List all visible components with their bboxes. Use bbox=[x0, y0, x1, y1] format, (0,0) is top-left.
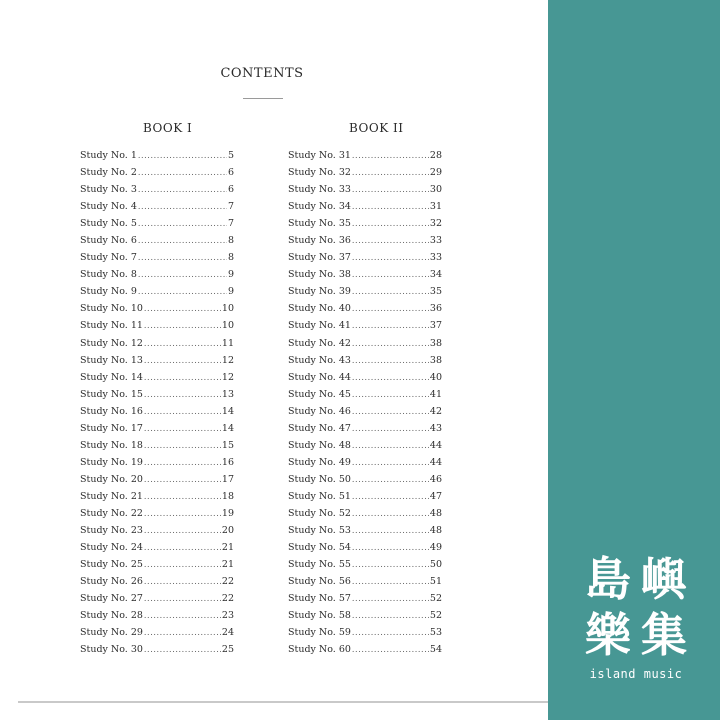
dot-leader bbox=[138, 168, 227, 177]
entry-page-number: 14 bbox=[221, 422, 234, 434]
entry-title: Study No. 53 bbox=[288, 525, 351, 537]
toc-entry bbox=[80, 491, 234, 508]
entry-title: Study No. 16 bbox=[80, 405, 143, 417]
dot-leader bbox=[144, 543, 221, 552]
dot-leader bbox=[352, 526, 429, 535]
entry-title: Study No. 41 bbox=[288, 320, 351, 332]
toc-entry bbox=[80, 406, 234, 423]
toc-entry bbox=[80, 372, 234, 389]
island-music-logo bbox=[580, 551, 692, 681]
toc-entry bbox=[80, 184, 234, 201]
dot-leader bbox=[144, 407, 221, 416]
entry-title: Study No. 45 bbox=[288, 388, 351, 400]
entry-title: Study No. 29 bbox=[80, 627, 143, 639]
dot-leader bbox=[352, 645, 429, 654]
entry-title: Study No. 36 bbox=[288, 235, 351, 247]
logo-glyph: 集 bbox=[641, 608, 687, 662]
dot-leader bbox=[144, 304, 221, 313]
entry-page-number: 20 bbox=[221, 525, 234, 537]
entry-title: Study No. 24 bbox=[80, 542, 143, 554]
dot-leader bbox=[352, 424, 429, 433]
entry-title: Study No. 5 bbox=[80, 218, 137, 230]
entry-title: Study No. 44 bbox=[288, 371, 351, 383]
book-1-heading: BOOK I bbox=[143, 121, 193, 135]
entry-title: Study No. 2 bbox=[80, 167, 137, 179]
dot-leader bbox=[352, 509, 429, 518]
entry-title: Study No. 48 bbox=[288, 439, 351, 451]
dot-leader bbox=[352, 219, 429, 228]
page-title: CONTENTS bbox=[220, 66, 304, 81]
dot-leader bbox=[352, 492, 429, 501]
toc-entry bbox=[288, 423, 442, 440]
toc-entry bbox=[80, 576, 234, 593]
entry-title: Study No. 3 bbox=[80, 184, 137, 196]
book-2-entries bbox=[288, 150, 442, 661]
entry-title: Study No. 51 bbox=[288, 490, 351, 502]
toc-entry bbox=[80, 167, 234, 184]
entry-page-number: 11 bbox=[221, 337, 234, 349]
entry-page-number: 50 bbox=[429, 559, 442, 571]
toc-entry bbox=[288, 269, 442, 286]
toc-entry bbox=[288, 235, 442, 252]
entry-title: Study No. 35 bbox=[288, 218, 351, 230]
dot-leader bbox=[144, 594, 221, 603]
dot-leader bbox=[352, 373, 429, 382]
dot-leader bbox=[352, 407, 429, 416]
page-bottom-edge bbox=[18, 701, 548, 703]
entry-page-number: 51 bbox=[429, 576, 442, 588]
entry-title: Study No. 12 bbox=[80, 337, 143, 349]
entry-page-number: 9 bbox=[227, 269, 234, 281]
entry-title: Study No. 49 bbox=[288, 456, 351, 468]
entry-page-number: 21 bbox=[221, 559, 234, 571]
entry-page-number: 10 bbox=[221, 320, 234, 332]
dot-leader bbox=[352, 253, 429, 262]
dot-leader bbox=[144, 560, 221, 569]
entry-page-number: 38 bbox=[429, 354, 442, 366]
dot-leader bbox=[138, 253, 227, 262]
toc-entry bbox=[288, 303, 442, 320]
entry-page-number: 42 bbox=[429, 405, 442, 417]
entry-page-number: 10 bbox=[221, 303, 234, 315]
toc-entry bbox=[80, 286, 234, 303]
toc-entry bbox=[80, 201, 234, 218]
entry-title: Study No. 50 bbox=[288, 473, 351, 485]
entry-page-number: 33 bbox=[429, 252, 442, 264]
dot-leader bbox=[352, 356, 429, 365]
title-divider bbox=[243, 98, 283, 99]
entry-page-number: 43 bbox=[429, 422, 442, 434]
entry-title: Study No. 42 bbox=[288, 337, 351, 349]
entry-title: Study No. 52 bbox=[288, 507, 351, 519]
entry-title: Study No. 54 bbox=[288, 542, 351, 554]
dot-leader bbox=[138, 151, 227, 160]
entry-page-number: 18 bbox=[221, 490, 234, 502]
toc-entry bbox=[80, 303, 234, 320]
entry-page-number: 22 bbox=[221, 576, 234, 588]
dot-leader bbox=[144, 390, 221, 399]
toc-entry bbox=[80, 627, 234, 644]
toc-entry bbox=[80, 593, 234, 610]
dot-leader bbox=[144, 509, 221, 518]
entry-title: Study No. 34 bbox=[288, 201, 351, 213]
toc-entry bbox=[80, 457, 234, 474]
entry-page-number: 52 bbox=[429, 593, 442, 605]
entry-title: Study No. 14 bbox=[80, 371, 143, 383]
toc-entry bbox=[288, 286, 442, 303]
toc-entry bbox=[288, 474, 442, 491]
toc-entry bbox=[288, 593, 442, 610]
dot-leader bbox=[144, 611, 221, 620]
entry-page-number: 44 bbox=[429, 439, 442, 451]
toc-entry bbox=[288, 542, 442, 559]
book-1-entries bbox=[80, 150, 234, 661]
entry-title: Study No. 58 bbox=[288, 610, 351, 622]
dot-leader bbox=[352, 151, 429, 160]
toc-entry bbox=[80, 389, 234, 406]
toc-entry bbox=[288, 338, 442, 355]
entry-title: Study No. 8 bbox=[80, 269, 137, 281]
entry-title: Study No. 20 bbox=[80, 473, 143, 485]
entry-page-number: 7 bbox=[227, 218, 234, 230]
entry-title: Study No. 7 bbox=[80, 252, 137, 264]
toc-entry bbox=[288, 372, 442, 389]
entry-title: Study No. 39 bbox=[288, 286, 351, 298]
toc-entry bbox=[80, 559, 234, 576]
dot-leader bbox=[144, 645, 221, 654]
dot-leader bbox=[352, 560, 429, 569]
toc-entry bbox=[80, 525, 234, 542]
toc-entry bbox=[288, 440, 442, 457]
entry-title: Study No. 6 bbox=[80, 235, 137, 247]
entry-title: Study No. 18 bbox=[80, 439, 143, 451]
toc-entry bbox=[80, 338, 234, 355]
logo-glyph: 島 bbox=[585, 552, 631, 606]
toc-entry bbox=[288, 576, 442, 593]
entry-title: Study No. 55 bbox=[288, 559, 351, 571]
logo-glyphs bbox=[580, 551, 692, 663]
dot-leader bbox=[352, 475, 429, 484]
toc-entry bbox=[288, 218, 442, 235]
toc-entry bbox=[288, 184, 442, 201]
entry-page-number: 33 bbox=[429, 235, 442, 247]
toc-entry bbox=[80, 269, 234, 286]
toc-entry bbox=[80, 252, 234, 269]
entry-page-number: 32 bbox=[429, 218, 442, 230]
entry-title: Study No. 22 bbox=[80, 507, 143, 519]
entry-title: Study No. 59 bbox=[288, 627, 351, 639]
entry-page-number: 40 bbox=[429, 371, 442, 383]
dot-leader bbox=[352, 543, 429, 552]
dot-leader bbox=[352, 390, 429, 399]
toc-entry bbox=[80, 218, 234, 235]
dot-leader bbox=[352, 628, 429, 637]
toc-entry bbox=[80, 474, 234, 491]
toc-entry bbox=[288, 167, 442, 184]
dot-leader bbox=[138, 185, 227, 194]
toc-entry bbox=[288, 389, 442, 406]
toc-entry bbox=[288, 201, 442, 218]
entry-title: Study No. 23 bbox=[80, 525, 143, 537]
entry-title: Study No. 33 bbox=[288, 184, 351, 196]
entry-page-number: 6 bbox=[227, 167, 234, 179]
dot-leader bbox=[144, 321, 221, 330]
entry-title: Study No. 10 bbox=[80, 303, 143, 315]
entry-page-number: 6 bbox=[227, 184, 234, 196]
toc-entry bbox=[288, 406, 442, 423]
entry-page-number: 48 bbox=[429, 507, 442, 519]
toc-entry bbox=[80, 542, 234, 559]
entry-title: Study No. 30 bbox=[80, 644, 143, 656]
entry-page-number: 12 bbox=[221, 354, 234, 366]
toc-entry bbox=[80, 423, 234, 440]
entry-page-number: 16 bbox=[221, 456, 234, 468]
entry-title: Study No. 56 bbox=[288, 576, 351, 588]
toc-entry bbox=[80, 610, 234, 627]
entry-page-number: 7 bbox=[227, 201, 234, 213]
toc-entry bbox=[80, 644, 234, 661]
entry-page-number: 23 bbox=[221, 610, 234, 622]
entry-page-number: 13 bbox=[221, 388, 234, 400]
toc-entry bbox=[288, 644, 442, 661]
toc-entry bbox=[288, 491, 442, 508]
entry-title: Study No. 47 bbox=[288, 422, 351, 434]
entry-page-number: 8 bbox=[227, 252, 234, 264]
toc-entry bbox=[80, 440, 234, 457]
entry-title: Study No. 19 bbox=[80, 456, 143, 468]
entry-page-number: 19 bbox=[221, 507, 234, 519]
dot-leader bbox=[144, 577, 221, 586]
dot-leader bbox=[144, 339, 221, 348]
entry-page-number: 12 bbox=[221, 371, 234, 383]
entry-page-number: 21 bbox=[221, 542, 234, 554]
dot-leader bbox=[352, 270, 429, 279]
entry-page-number: 49 bbox=[429, 542, 442, 554]
entry-page-number: 31 bbox=[429, 201, 442, 213]
dot-leader bbox=[352, 441, 429, 450]
entry-page-number: 25 bbox=[221, 644, 234, 656]
entry-title: Study No. 11 bbox=[80, 320, 143, 332]
dot-leader bbox=[352, 287, 429, 296]
entry-page-number: 15 bbox=[221, 439, 234, 451]
toc-entry bbox=[288, 627, 442, 644]
entry-title: Study No. 32 bbox=[288, 167, 351, 179]
toc-entry bbox=[288, 320, 442, 337]
entry-page-number: 14 bbox=[221, 405, 234, 417]
entry-page-number: 37 bbox=[429, 320, 442, 332]
dot-leader bbox=[144, 628, 221, 637]
entry-page-number: 48 bbox=[429, 525, 442, 537]
entry-page-number: 35 bbox=[429, 286, 442, 298]
toc-entry bbox=[288, 525, 442, 542]
dot-leader bbox=[352, 339, 429, 348]
entry-title: Study No. 26 bbox=[80, 576, 143, 588]
dot-leader bbox=[138, 287, 227, 296]
entry-page-number: 34 bbox=[429, 269, 442, 281]
entry-title: Study No. 17 bbox=[80, 422, 143, 434]
entry-page-number: 30 bbox=[429, 184, 442, 196]
logo-glyph: 樂 bbox=[585, 608, 631, 662]
entry-title: Study No. 13 bbox=[80, 354, 143, 366]
entry-page-number: 38 bbox=[429, 337, 442, 349]
dot-leader bbox=[144, 424, 221, 433]
dot-leader bbox=[352, 236, 429, 245]
book-2-heading: BOOK II bbox=[349, 121, 404, 135]
entry-page-number: 52 bbox=[429, 610, 442, 622]
entry-page-number: 44 bbox=[429, 456, 442, 468]
dot-leader bbox=[138, 202, 227, 211]
dot-leader bbox=[352, 304, 429, 313]
toc-entry bbox=[80, 150, 234, 167]
entry-title: Study No. 60 bbox=[288, 644, 351, 656]
entry-page-number: 47 bbox=[429, 490, 442, 502]
entry-page-number: 9 bbox=[227, 286, 234, 298]
entry-title: Study No. 4 bbox=[80, 201, 137, 213]
toc-entry bbox=[80, 235, 234, 252]
dot-leader bbox=[144, 441, 221, 450]
logo-glyph: 嶼 bbox=[641, 552, 687, 606]
dot-leader bbox=[352, 611, 429, 620]
toc-entry bbox=[288, 508, 442, 525]
entry-title: Study No. 38 bbox=[288, 269, 351, 281]
toc-entry bbox=[80, 355, 234, 372]
toc-entry bbox=[80, 320, 234, 337]
dot-leader bbox=[352, 321, 429, 330]
dot-leader bbox=[138, 270, 227, 279]
dot-leader bbox=[352, 202, 429, 211]
entry-page-number: 54 bbox=[429, 644, 442, 656]
dot-leader bbox=[352, 594, 429, 603]
entry-title: Study No. 27 bbox=[80, 593, 143, 605]
dot-leader bbox=[144, 492, 221, 501]
dot-leader bbox=[352, 458, 429, 467]
entry-title: Study No. 57 bbox=[288, 593, 351, 605]
entry-page-number: 53 bbox=[429, 627, 442, 639]
entry-page-number: 36 bbox=[429, 303, 442, 315]
entry-title: Study No. 21 bbox=[80, 490, 143, 502]
entry-title: Study No. 40 bbox=[288, 303, 351, 315]
entry-page-number: 28 bbox=[429, 150, 442, 161]
entry-title: Study No. 15 bbox=[80, 388, 143, 400]
entry-page-number: 29 bbox=[429, 167, 442, 179]
toc-entry bbox=[288, 252, 442, 269]
dot-leader bbox=[138, 219, 227, 228]
dot-leader bbox=[144, 475, 221, 484]
entry-title: Study No. 37 bbox=[288, 252, 351, 264]
dot-leader bbox=[352, 168, 429, 177]
entry-page-number: 8 bbox=[227, 235, 234, 247]
toc-entry bbox=[288, 150, 442, 167]
toc-entry bbox=[288, 355, 442, 372]
entry-page-number: 5 bbox=[227, 150, 234, 161]
dot-leader bbox=[352, 577, 429, 586]
entry-title: Study No. 28 bbox=[80, 610, 143, 622]
entry-page-number: 46 bbox=[429, 473, 442, 485]
toc-entry bbox=[288, 610, 442, 627]
entry-title: Study No. 43 bbox=[288, 354, 351, 366]
entry-title: Study No. 9 bbox=[80, 286, 137, 298]
dot-leader bbox=[144, 373, 221, 382]
dot-leader bbox=[144, 526, 221, 535]
entry-title: Study No. 46 bbox=[288, 405, 351, 417]
dot-leader bbox=[144, 356, 221, 365]
toc-entry bbox=[288, 457, 442, 474]
entry-title: Study No. 25 bbox=[80, 559, 143, 571]
entry-page-number: 22 bbox=[221, 593, 234, 605]
logo-subtitle: island music bbox=[589, 667, 683, 681]
entry-page-number: 17 bbox=[221, 473, 234, 485]
entry-page-number: 41 bbox=[429, 388, 442, 400]
dot-leader bbox=[138, 236, 227, 245]
entry-page-number: 24 bbox=[221, 627, 234, 639]
entry-title: Study No. 1 bbox=[80, 150, 137, 161]
toc-entry bbox=[80, 508, 234, 525]
dot-leader bbox=[144, 458, 221, 467]
dot-leader bbox=[352, 185, 429, 194]
entry-title: Study No. 31 bbox=[288, 150, 351, 161]
toc-entry bbox=[288, 559, 442, 576]
